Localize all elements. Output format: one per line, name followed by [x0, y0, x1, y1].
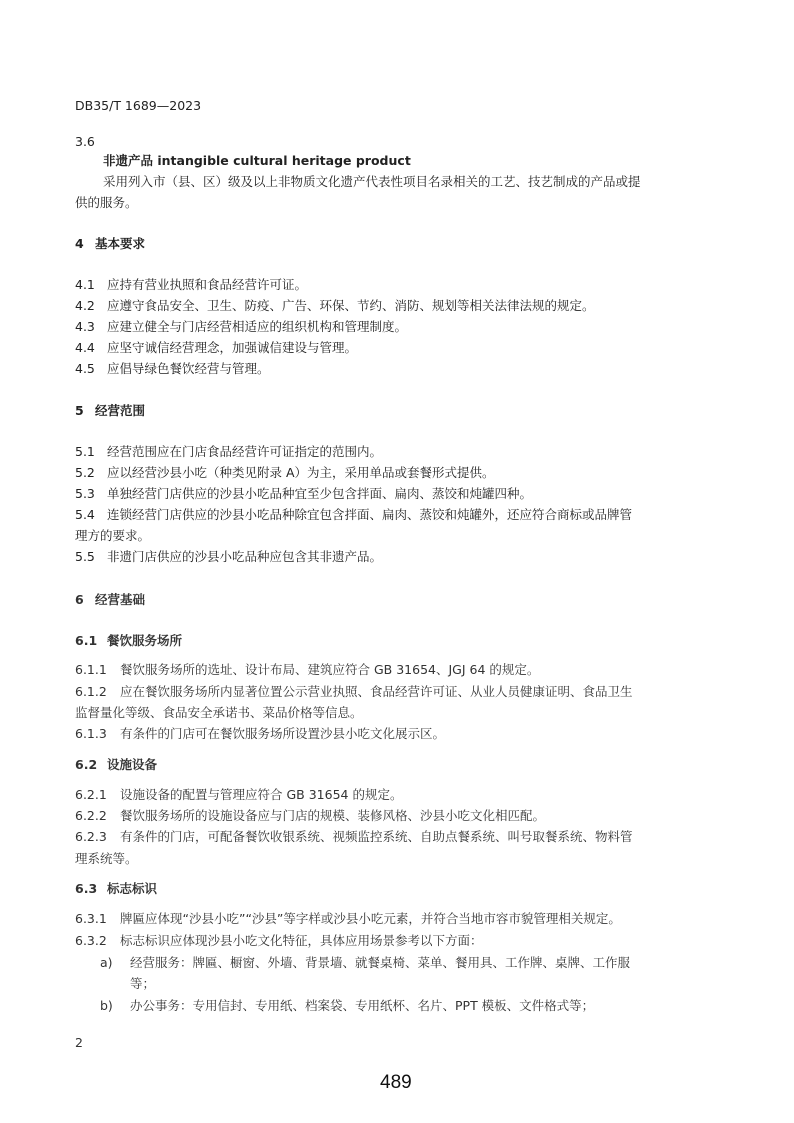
section-title: 经营基础 [95, 592, 146, 607]
clause-4-5: 4.5 应倡导绿色餐饮经营与管理。 [75, 361, 270, 376]
section-title: 基本要求 [95, 236, 146, 251]
clause-5-1: 5.1 经营范围应在门店食品经营许可证指定的范围内。 [75, 444, 383, 459]
section-6-heading [75, 592, 145, 608]
clause-6-2-1: 6.2.1 设施设备的配置与管理应符合 GB 31654 的规定。 [75, 787, 403, 802]
term-definition-line-2: 供的服务。 [75, 195, 138, 210]
inner-page-number: 2 [75, 1035, 83, 1050]
clause-5-5: 5.5 非遗门店供应的沙县小吃品种应包含其非遗产品。 [75, 549, 383, 564]
clause-5-3: 5.3 单独经营门店供应的沙县小吃品种宜至少包含拌面、扁肉、蒸饺和炖罐四种。 [75, 486, 533, 501]
clause-6-1-2-cont: 监督量化等级、食品安全承诺书、菜品价格等信息。 [75, 705, 363, 720]
clause-6-2-3: 6.2.3 有条件的门店，可配备餐饮收银系统、视频监控系统、自助点餐系统、叫号取餐系统、物料管 [75, 829, 633, 844]
page-number: 489 [380, 1072, 412, 1093]
clause-5-4-cont: 理方的要求。 [75, 528, 151, 543]
term-definition-line-1: 采用列入市（县、区）级及以上非物质文化遗产代表性项目名录相关的工艺、技艺制成的产品或提 [103, 174, 641, 189]
list-item-a: a) 经营服务：牌匾、橱窗、外墙、背景墙、就餐桌椅、菜单、餐用具、工作牌、桌牌、工作服 [100, 955, 631, 970]
list-item-b: b) 办公事务：专用信封、专用纸、档案袋、专用纸杯、名片、PPT 模板、文件格式等； [100, 998, 595, 1013]
subsection-6-3-heading: 6.3 标志标识 [75, 881, 158, 896]
subsection-6-2-heading: 6.2 设施设备 [75, 757, 158, 772]
clause-6-2-3-cont: 理系统等。 [75, 851, 138, 866]
term-number: 3.6 [75, 134, 95, 149]
clause-5-4: 5.4 连锁经营门店供应的沙县小吃品种除宜包含拌面、扁肉、蒸饺和炖罐外，还应符合商标或品牌管 [75, 507, 633, 522]
clause-4-4: 4.4 应坚守诚信经营理念，加强诚信建设与管理。 [75, 340, 358, 355]
clause-6-2-2: 6.2.2 餐饮服务场所的设施设备应与门店的规模、装修风格、沙县小吃文化相匹配。 [75, 808, 546, 823]
clause-6-3-2: 6.3.2 标志标识应体现沙县小吃文化特征，具体应用场景参考以下方面： [75, 933, 483, 948]
section-4-heading [75, 236, 145, 252]
section-number: 6 [75, 592, 84, 607]
clause-6-1-3: 6.1.3 有条件的门店可在餐饮服务场所设置沙县小吃文化展示区。 [75, 726, 446, 741]
subsection-6-1-heading: 6.1 餐饮服务场所 [75, 633, 183, 648]
section-number: 5 [75, 403, 84, 418]
clause-6-1-1: 6.1.1 餐饮服务场所的选址、设计布局、建筑应符合 GB 31654、JGJ 64 的规定。 [75, 662, 540, 677]
clause-5-2: 5.2 应以经营沙县小吃（种类见附录 A）为主，采用单品或套餐形式提供。 [75, 465, 495, 480]
clause-6-1-2: 6.1.2 应在餐饮服务场所内显著位置公示营业执照、食品经营许可证、从业人员健康证明、食品卫生 [75, 684, 633, 699]
clause-4-1: 4.1 应持有营业执照和食品经营许可证。 [75, 277, 308, 292]
list-item-a-cont: 等； [130, 976, 156, 991]
clause-4-2: 4.2 应遵守食品安全、卫生、防疫、广告、环保、节约、消防、规划等相关法律法规的规定。 [75, 298, 595, 313]
standard-code: DB35/T 1689—2023 [75, 98, 202, 113]
clause-6-3-1: 6.3.1 牌匾应体现“沙县小吃”“沙县”等字样或沙县小吃元素，并符合当地市容市貌管理相关规定。 [75, 911, 621, 926]
section-number: 4 [75, 236, 84, 251]
section-title: 经营范围 [95, 403, 146, 418]
term-title: 非遗产品 intangible cultural heritage product [103, 153, 411, 168]
clause-4-3: 4.3 应建立健全与门店经营相适应的组织机构和管理制度。 [75, 319, 408, 334]
section-5-heading [75, 403, 145, 419]
